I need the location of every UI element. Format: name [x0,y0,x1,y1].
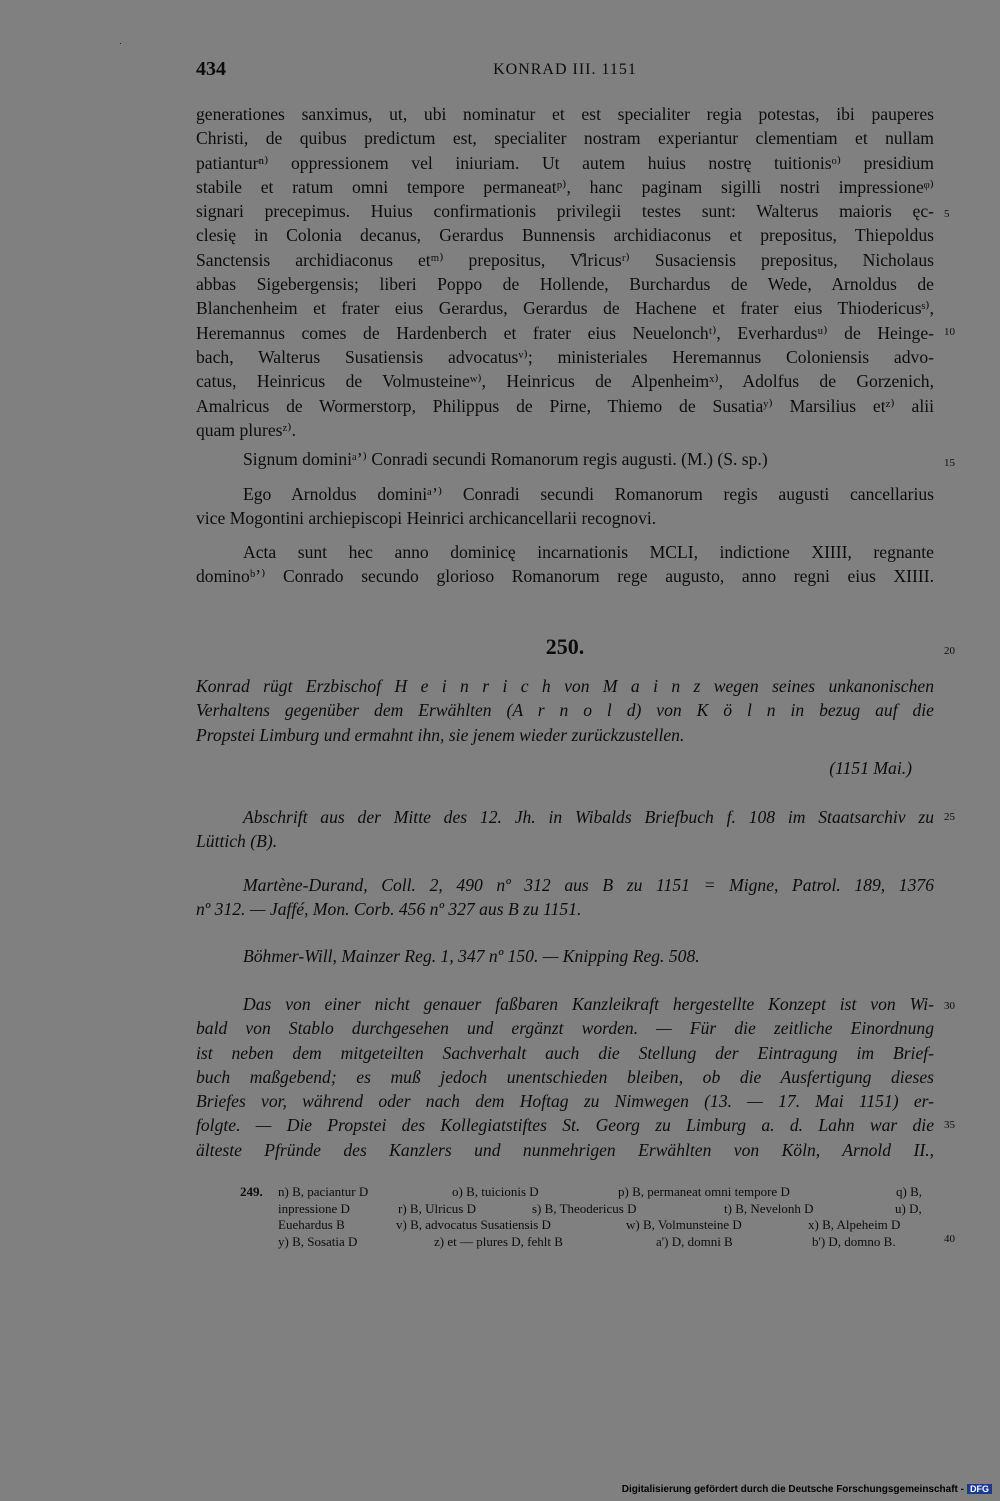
text-line: Heremannus comes de Hardenberch et frater eius Neuelonchᵗ⁾, Everhardusᵘ⁾ de Heinge- [196,322,934,343]
text-line: clesię in Colonia decanus, Gerardus Bunnensis archidiaconus et prepositus, Thiepoldus [196,225,934,246]
editions-note [196,873,934,922]
regest [196,674,934,747]
text-line: patianturⁿ⁾ oppressionem vel iniuriam. Ut autem huius nostrę tuitionisᵒ⁾ presidium [196,152,934,173]
text-line: dominoᵇ’⁾ Conrado secundo glorioso Romanorum rege augusto, anno regni eius XIIII. [196,566,934,587]
footnote: u) D, [895,1200,922,1216]
footnote-row [278,1217,934,1234]
footnote: b') D, domno B. [812,1233,896,1249]
acta-block [196,540,934,589]
text-line: signari precepimus. Huius confirmationis privilegii testes sunt: Walterus maioris ęc- [196,201,934,222]
line-number: 30 [944,1000,955,1012]
commentary-line: Das von einer nicht genauer faßbaren Kanzleikraft hergestellte Konzept ist von Wi- [243,994,934,1014]
text-line: stabile et ratum omni tempore permaneatᵖ⁾, hanc paginam sigilli nostri impressioneᵠ⁾ [196,176,934,197]
footnote: n) B, paciantur D [278,1184,369,1199]
editions-line: Martène-Durand, Coll. 2, 490 nº 312 aus B zu 1151 = Migne, Patrol. 189, 1376 [243,875,934,895]
regesta-line: Böhmer-Will, Mainzer Reg. 1, 347 nº 150. — Knipping Reg. 508. [243,946,700,966]
footnote-label: 249. [240,1184,263,1199]
commentary-line: bald von Stablo durchgesehen und ergänzt worden. — Für die zeitliche Einordnung [196,1018,934,1039]
footnote: a') D, domni B [656,1233,733,1249]
regest-line: Verhaltens gegenüber dem Erwählten (A r n o l d) von K ö l n in bezug auf die [196,700,934,721]
text-line: Acta sunt hec anno dominicę incarnationis MCLI, indictione XIIII, regnante [243,542,934,562]
dfg-logo-icon: DFG [967,1484,992,1494]
line-number: 25 [944,811,955,823]
line-number: 35 [944,1119,955,1131]
signum-text: Signum dominiᵃ’⁾ Conradi secundi Romanorum regis augusti. (M.) (S. sp.) [243,449,768,469]
doc249-text [196,102,934,442]
source-note [196,805,934,854]
commentary-line: folgte. — Die Propstei des Kollegiatstiftes St. Georg zu Limburg a. d. Lahn war die [196,1115,934,1136]
footnote: o) B, tuicionis D [452,1184,539,1199]
footnote-row [278,1201,934,1218]
commentary-line: ist neben dem mitgeteilten Sachverhalt auch die Stellung der Eintragung im Brief- [196,1042,934,1063]
document-date: (1151 Mai.) [829,758,912,778]
footnote: p) B, permaneat omni tempore D [618,1184,790,1199]
footnote: v) B, advocatus Susatiensis D [396,1217,551,1232]
footnote: t) B, Nevelonh D [724,1200,814,1216]
text-line: vice Mogontini archiepiscopi Heinrici archicancellarii recognovi. [196,508,657,529]
line-number: 10 [944,326,955,338]
footnote: q) B, [896,1184,922,1199]
line-number: 40 [944,1233,955,1245]
text-line: bach, Walterus Susatiensis advocatusᵛ⁾; ministeriales Heremannus Coloniensis advo- [196,346,934,367]
recognition-block [196,482,934,531]
page-header [196,58,934,88]
text-line: catus, Heinricus de Volmusteineʷ⁾, Heinricus de Alpenheimˣ⁾, Adolfus de Gorzenich, [196,371,934,392]
footnote: y) B, Sosatia D [278,1233,358,1249]
digitization-note: Digitalisierung gefördert durch die Deutsche Forschungsgemeinschaft - [621,1484,964,1495]
text-line: Sanctensis archidiaconus etᵐ⁾ prepositus, V̊lricusʳ⁾ Susaciensis prepositus, Nicholaus [196,249,934,270]
page-number: 434 [196,58,226,80]
regesta-note [196,944,934,968]
text-line: abbas Sigebergensis; liberi Poppo de Hollende, Burchardus de Wede, Arnoldus de [196,274,934,295]
regest-line: Propstei Limburg und ermahnt ihn, sie jenem wieder zurückzustellen. [196,724,685,745]
signum-line [196,447,934,471]
text-line: Christi, de quibus predictum est, specialiter nostram experiantur clementiam et nullam [196,128,934,149]
text-line: Amalricus de Wormerstorp, Philippus de Pirne, Thiemo de Susatiaʸ⁾ Marsilius etᶻ⁾ alii [196,395,934,416]
line-number: 20 [944,645,955,657]
footnote: s) B, Theodericus D [532,1200,637,1216]
document-number: 250. [545,634,585,659]
commentary [196,992,934,1162]
digitization-credit [622,1484,992,1495]
footnote: x) B, Alpeheim D [808,1217,901,1232]
text-line: generationes sanximus, ut, ubi nominatur et est specialiter regia potestas, ibi pauperes [196,104,934,124]
regest-line: Konrad rügt Erzbischof H e i n r i c h von M a i n z wegen seines unkanonischen [196,676,934,696]
running-head: KONRAD III. 1151 [493,61,637,78]
commentary-line: Briefes vor, während oder nach dem Hoftag zu Nimwegen (13. — 17. Mai 1151) er- [196,1091,934,1112]
footnote: z) et — plures D, fehlt B [434,1233,563,1249]
line-number: 15 [944,457,955,469]
footnote: r) B, Ulricus D [398,1200,476,1216]
footnotes [278,1184,934,1250]
text-line: Ego Arnoldus dominiᵃ’⁾ Conradi secundi Romanorum regis augusti cancellarius [243,484,934,504]
footnote: inpressione D [278,1200,350,1216]
source-line: Lüttich (B). [196,831,278,852]
footnote: Euehardus B [278,1217,345,1232]
scan-mark [120,43,121,44]
footnote-row [278,1184,934,1201]
footnote: w) B, Volmunsteine D [626,1217,742,1232]
editions-line: nº 312. — Jaffé, Mon. Corb. 456 nº 327 aus B zu 1151. [196,899,582,920]
text-line: Blanchenheim et frater eius Gerardus, Gerardus de Hachene et frater eius Thiodericusˢ⁾, [196,298,934,319]
source-line: Abschrift aus der Mitte des 12. Jh. in Wibalds Briefbuch f. 108 im Staatsarchiv zu [243,807,934,827]
text-line: quam pluresᶻ⁾. [196,419,297,440]
footnote-row [278,1234,934,1251]
commentary-line: älteste Pfründe des Kanzlers und nunmehrigen Erwählten von Köln, Arnold II., [196,1139,934,1160]
line-number: 5 [944,208,950,220]
commentary-line: buch maßgebend; es muß jedoch unentschieden bleiben, ob die Ausfertigung dieses [196,1066,934,1087]
